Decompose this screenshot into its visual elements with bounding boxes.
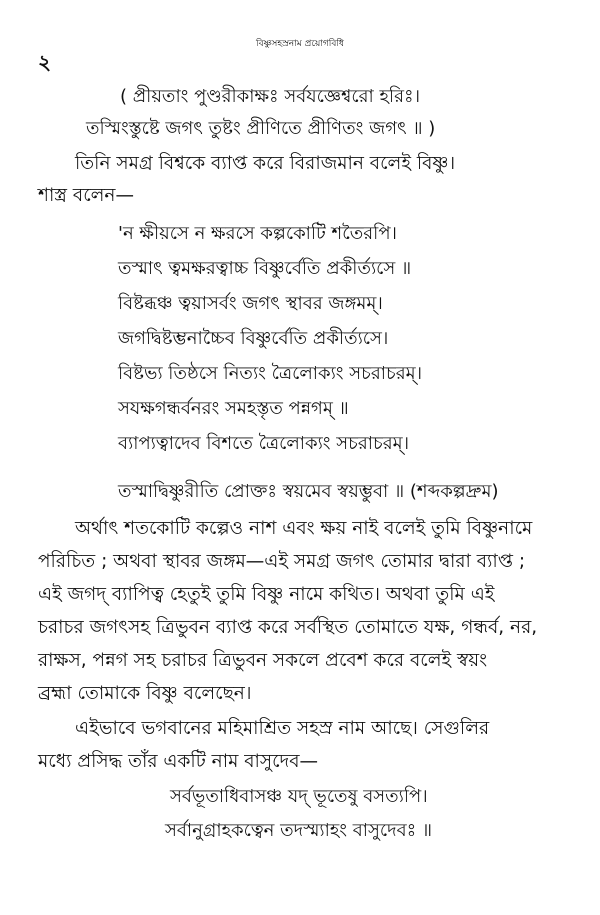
paragraph-line: ব্রহ্মা তোমাকে বিষ্ণু বলেছেন। [38,683,252,704]
paragraph-line: পরিচিত ; অথবা স্থাবর জঙ্গম—এই সমগ্র জগৎ তোমার দ্বারা ব্যাপ্ত ; [38,551,526,572]
verse-line: ( প্রীয়তাং পুণ্ডরীকাক্ষঃ সর্বযজ্ঞেশ্বরো হরিঃ। [120,86,421,107]
verse-line: তস্মাদ্বিষ্ণুরীতি প্রোক্তঃ স্বয়মেব স্বয়ম্ভুবা ॥ (শব্দকল্পদ্রুম) [118,481,499,502]
verse-line: বিষ্টভ্য তিষ্ঠসে নিত্যং ত্রৈলোক্যং সচরাচরম্। [118,363,423,384]
page-number: ২ [38,50,52,74]
verse-line: ব্যাপ্যত্বাদেব বিশতে ত্রৈলোক্যং সচরাচরম্। [118,433,410,454]
running-title: বিষ্ণুসহস্রনাম প্রয়োগবিধি [256,39,344,49]
paragraph-line: চরাচর জগৎসহ ত্রিভুবন ব্যাপ্ত করে সর্বস্থিত তোমাতে যক্ষ, গন্ধর্ব, নর, [38,617,538,638]
verse-line: সযক্ষগন্ধর্বনরং সমহস্তৃত পন্নগম্ ॥ [118,398,349,419]
verse-line: 'ন ক্ষীয়সে ন ক্ষরসে কল্পকোটি শতৈরপি। [118,223,397,244]
verse-line: বিষ্টব্ধঞ্চ ত্বয়াসর্বং জগৎ স্থাবর জঙ্গমম্। [118,293,383,314]
verse-line: সর্বানুগ্রাহকত্বেন তদস্ম্যাহং বাসুদেবঃ ॥ [165,820,433,841]
paragraph-line: এইভাবে ভগবানের মহিমাশ্রিত সহস্র নাম আছে। সেগুলির [75,718,490,739]
paragraph-line: এই জগদ্ ব্যাপিত্ব হেতুই তুমি বিষ্ণু নামে কথিত। অথবা তুমি এই [38,584,495,605]
verse-line: জগদ্বিষ্টম্ভনাচ্চৈব বিষ্ণুর্বেতি প্রকীর্ত্যসে। [118,328,389,349]
verse-line: সর্বভূতাধিবাসঞ্চ যদ্ ভূতেষু বসত্যপি। [170,786,428,807]
paragraph-line: মধ্যে প্রসিদ্ধ তাঁর একটি নাম বাসুদেব— [38,751,319,772]
paragraph-line: শাস্ত্র বলেন— [38,185,134,206]
verse-line: তস্মিংস্তুষ্টে জগৎ তুষ্টং প্রীণিতে প্রীণিতং জগৎ ॥ ) [86,118,436,139]
paragraph-line: অর্থাৎ শতকোটি কল্পেও নাশ এবং ক্ষয় নাই বলেই তুমি বিষ্ণুনামে [75,518,533,539]
paragraph-line: তিনি সমগ্র বিশ্বকে ব্যাপ্ত করে বিরাজমান বলেই বিষ্ণু। [75,153,456,174]
verse-line: তস্মাৎ ত্বমক্ষরত্বাচ্চ বিষ্ণুর্বেতি প্রকীর্ত্যসে ॥ [118,258,412,279]
paragraph-line: রাক্ষস, পন্নগ সহ চরাচর ত্রিভুবন সকলে প্রবেশ করে বলেই স্বয়ং [38,650,488,671]
